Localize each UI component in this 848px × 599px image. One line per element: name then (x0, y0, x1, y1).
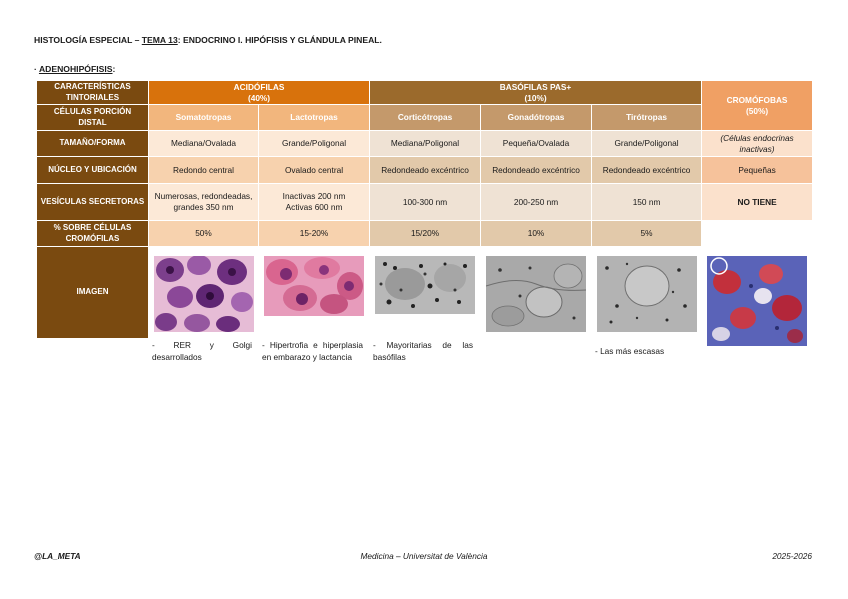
image-cell-gonadotropas (481, 247, 592, 339)
footer-year: 2025-2026 (772, 551, 812, 561)
nucleo-cromofobas: Pequeñas (702, 157, 813, 184)
group-cromofobas (702, 81, 813, 131)
group-acidofilas (149, 81, 370, 105)
porcentaje-gonadotropas: 10% (481, 221, 592, 247)
row-imagen (37, 247, 813, 339)
vesiculas-lactotropas-activas: Activas 600 nm (285, 202, 343, 212)
row-header-vesiculas: VESÍCULAS SECRETORAS (37, 184, 149, 221)
row-header-nucleo: NÚCLEO Y UBICACIÓN (37, 157, 149, 184)
vesiculas-somatotropas: Numerosas, redondeadas, grandes 350 nm (149, 184, 259, 221)
group-basofilas-name: BASÓFILAS PAS+ (499, 81, 572, 92)
vesiculas-lactotropas (259, 184, 370, 221)
section-heading (34, 64, 115, 74)
footer-source: Medicina – Universitat de València (360, 551, 488, 561)
lactotropas-micrograph (264, 256, 364, 332)
row-nucleo (37, 157, 813, 184)
tamano-tirotropas: Grande/Poligonal (592, 131, 702, 157)
corticotropas-micrograph (375, 256, 475, 332)
image-cell-somatotropas (149, 247, 259, 339)
document-title (34, 35, 382, 45)
cell-name-tirotropas: Tirótropas (592, 105, 702, 131)
title-rest: : ENDOCRINO I. HIPÓFISIS Y GLÁNDULA PINEAL. (177, 35, 382, 45)
porcentaje-somatotropas: 50% (149, 221, 259, 247)
tirotropas-micrograph (597, 256, 697, 332)
adenohipofisis-table (36, 80, 813, 339)
group-acidofilas-percent: (40%) (247, 92, 271, 103)
image-cell-tirotropas (592, 247, 702, 339)
nucleo-somatotropas: Redondo central (149, 157, 259, 184)
row-celulas (37, 105, 813, 131)
row-header-celulas: CÉLULAS PORCIÓN DISTAL (37, 105, 149, 131)
nucleo-lactotropas: Ovalado central (259, 157, 370, 184)
porcentaje-lactotropas: 15-20% (259, 221, 370, 247)
porcentaje-corticotropas: 15/20% (370, 221, 481, 247)
image-cell-corticotropas (370, 247, 481, 339)
vesiculas-gonadotropas: 200-250 nm (481, 184, 592, 221)
nucleo-corticotropas: Redondeado excéntrico (370, 157, 481, 184)
section-colon: : (112, 64, 116, 74)
row-header-imagen: IMAGEN (37, 247, 149, 339)
note-somatotropas: - RER y Golgi desarrollados (152, 340, 252, 362)
porcentaje-tirotropas: 5% (592, 221, 702, 247)
tamano-cromofobas: (Células endocrinas inactivas) (702, 131, 813, 157)
vesiculas-lactotropas-inactivas: Inactivas 200 nm (282, 191, 346, 202)
gonadotropas-micrograph (486, 256, 586, 332)
row-tamano (37, 131, 813, 157)
tamano-somatotropas: Mediana/Ovalada (149, 131, 259, 157)
note-corticotropas: - Mayoritarias de las basófilas (373, 340, 473, 362)
row-porcentaje (37, 221, 813, 247)
group-basofilas-percent: (10%) (524, 92, 547, 103)
section-label: ADENOHIPÓFISIS (38, 64, 113, 74)
vesiculas-cromofobas: NO TIENE (702, 184, 813, 221)
note-lactotropas: - Hipertrofia e hiperplasia en embarazo y lactancia (262, 340, 363, 362)
cell-name-corticotropas: Corticótropas (370, 105, 481, 131)
cell-name-lactotropas: Lactotropas (259, 105, 370, 131)
title-tema: TEMA 13 (141, 35, 178, 45)
title-prefix: HISTOLOGÍA ESPECIAL – (34, 35, 142, 45)
footer-author: @LA_META (34, 551, 81, 561)
image-cell-lactotropas (259, 247, 370, 339)
cell-name-somatotropas: Somatotropas (149, 105, 259, 131)
nucleo-gonadotropas: Redondeado excéntrico (481, 157, 592, 184)
cromofobas-micrograph (707, 256, 807, 332)
note-tirotropas: - Las más escasas (595, 346, 665, 356)
section-bullet: · (34, 64, 39, 74)
image-cell-cromofobas (702, 247, 813, 339)
cell-name-gonadotropas: Gonadótropas (481, 105, 592, 131)
group-basofilas (370, 81, 702, 105)
porcentaje-cromofobas (702, 221, 813, 247)
vesiculas-tirotropas: 150 nm (592, 184, 702, 221)
group-acidofilas-name: ACIDÓFILAS (233, 81, 285, 92)
vesiculas-corticotropas: 100-300 nm (370, 184, 481, 221)
tamano-gonadotropas: Pequeña/Ovalada (481, 131, 592, 157)
somatotropas-micrograph (154, 256, 254, 332)
tamano-lactotropas: Grande/Poligonal (259, 131, 370, 157)
tamano-corticotropas: Mediana/Poligonal (370, 131, 481, 157)
row-caracteristicas (37, 81, 813, 105)
group-cromofobas-percent: (50%) (745, 105, 769, 116)
group-cromofobas-name: CROMÓFOBAS (726, 94, 788, 105)
row-header-tamano: TAMAÑO/FORMA (37, 131, 149, 157)
row-vesiculas (37, 184, 813, 221)
row-header-porcentaje: % SOBRE CÉLULAS CROMÓFILAS (37, 221, 149, 247)
row-header-caracteristicas: CARACTERÍSTICAS TINTORIALES (37, 81, 149, 105)
nucleo-tirotropas: Redondeado excéntrico (592, 157, 702, 184)
